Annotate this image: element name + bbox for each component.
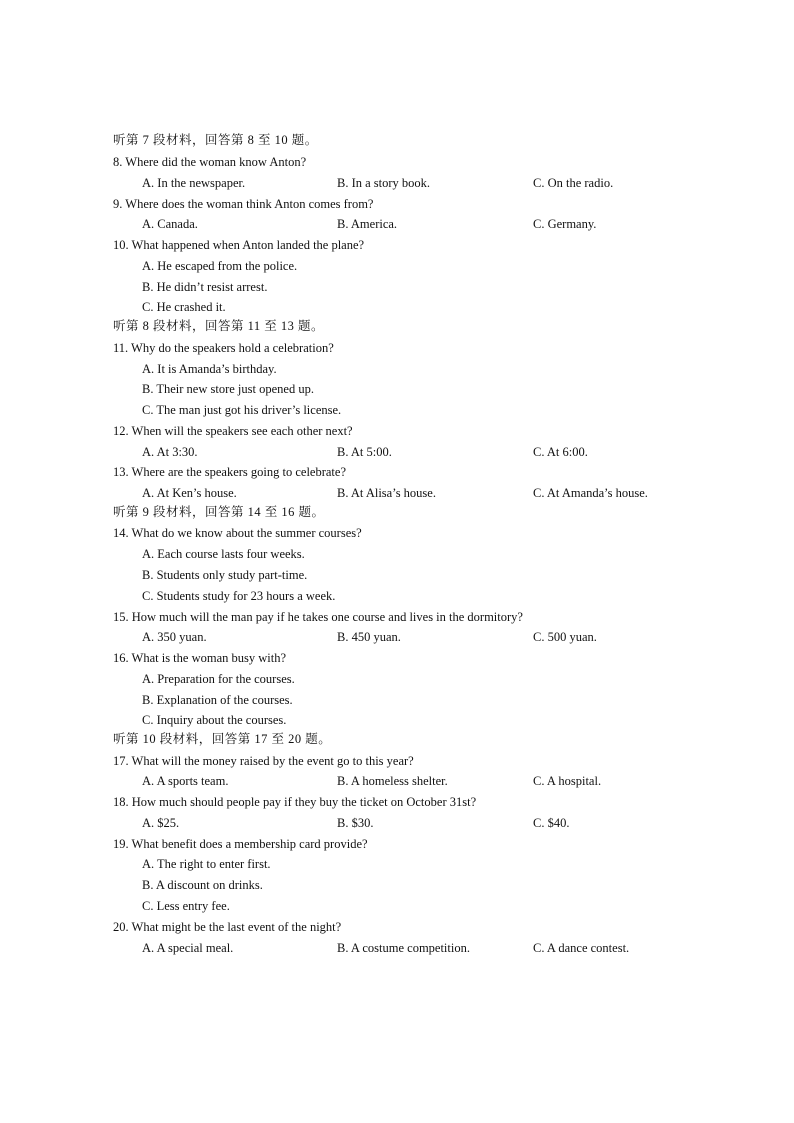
option-a: A. Preparation for the courses. <box>142 672 295 686</box>
question-stem: 11. Why do the speakers hold a celebration? <box>113 341 334 355</box>
option-a: A. Each course lasts four weeks. <box>142 547 305 561</box>
question-stem: 16. What is the woman busy with? <box>113 651 287 665</box>
option-c: C. A hospital. <box>533 774 602 788</box>
section-heading: 听第 7 段材料，回答第 8 至 10 题。 <box>113 133 318 147</box>
option-b: B. A homeless shelter. <box>337 774 448 788</box>
option-c: C. On the radio. <box>533 176 614 190</box>
options-row <box>0 627 794 647</box>
question-stem: 20. What might be the last event of the night? <box>113 920 342 934</box>
option-b: B. A discount on drinks. <box>142 878 263 892</box>
question-stem: 10. What happened when Anton landed the plane? <box>113 238 365 252</box>
section-heading: 听第 10 段材料，回答第 17 至 20 题。 <box>113 732 332 746</box>
option-c: C. Less entry fee. <box>142 899 230 913</box>
section-heading: 听第 8 段材料，回答第 11 至 13 题。 <box>113 319 325 333</box>
option-c: C. At Amanda’s house. <box>533 486 648 500</box>
option-c: C. He crashed it. <box>142 300 226 314</box>
option-c: C. At 6:00. <box>533 445 588 459</box>
option-c: C. $40. <box>533 816 570 830</box>
option-b: B. 450 yuan. <box>337 630 401 644</box>
option-c: C. Germany. <box>533 217 597 231</box>
option-b: B. He didn’t resist arrest. <box>142 280 268 294</box>
question-stem: 17. What will the money raised by the event go to this year? <box>113 754 414 768</box>
option-c: C. Inquiry about the courses. <box>142 713 287 727</box>
option-b: B. A costume competition. <box>337 941 470 955</box>
question-stem: 15. How much will the man pay if he takes one course and lives in the dormitory? <box>113 610 523 624</box>
option-c: C. 500 yuan. <box>533 630 597 644</box>
option-a: A. It is Amanda’s birthday. <box>142 362 277 376</box>
option-b: B. In a story book. <box>337 176 431 190</box>
option-a: A. In the newspaper. <box>142 176 246 190</box>
options-row <box>0 214 794 234</box>
question-stem: 13. Where are the speakers going to celebrate? <box>113 465 346 479</box>
question-stem: 9. Where does the woman think Anton comes from? <box>113 197 374 211</box>
option-c: C. Students study for 23 hours a week. <box>142 589 336 603</box>
option-b: B. At Alisa’s house. <box>337 486 436 500</box>
options-row <box>0 483 794 503</box>
options-row <box>0 771 794 791</box>
option-c: C. The man just got his driver’s license. <box>142 403 342 417</box>
option-b: B. America. <box>337 217 398 231</box>
option-b: B. Explanation of the courses. <box>142 693 293 707</box>
question-stem: 12. When will the speakers see each other next? <box>113 424 353 438</box>
option-b: B. $30. <box>337 816 374 830</box>
option-a: A. He escaped from the police. <box>142 259 298 273</box>
option-a: A. Canada. <box>142 217 198 231</box>
question-stem: 18. How much should people pay if they buy the ticket on October 31st? <box>113 795 477 809</box>
question-stem: 8. Where did the woman know Anton? <box>113 155 307 169</box>
option-a: A. $25. <box>142 816 180 830</box>
options-row <box>0 173 794 193</box>
option-b: B. Their new store just opened up. <box>142 382 314 396</box>
options-row <box>0 442 794 462</box>
option-a: A. A sports team. <box>142 774 229 788</box>
option-a: A. At Ken’s house. <box>142 486 237 500</box>
option-c: C. A dance contest. <box>533 941 630 955</box>
option-b: B. At 5:00. <box>337 445 392 459</box>
option-a: A. The right to enter first. <box>142 857 271 871</box>
option-b: B. Students only study part-time. <box>142 568 308 582</box>
options-row <box>0 813 794 833</box>
options-row <box>0 938 794 958</box>
question-stem: 14. What do we know about the summer courses? <box>113 526 362 540</box>
section-heading: 听第 9 段材料，回答第 14 至 16 题。 <box>113 505 325 519</box>
option-a: A. A special meal. <box>142 941 234 955</box>
option-a: A. 350 yuan. <box>142 630 207 644</box>
option-a: A. At 3:30. <box>142 445 198 459</box>
question-stem: 19. What benefit does a membership card provide? <box>113 837 368 851</box>
